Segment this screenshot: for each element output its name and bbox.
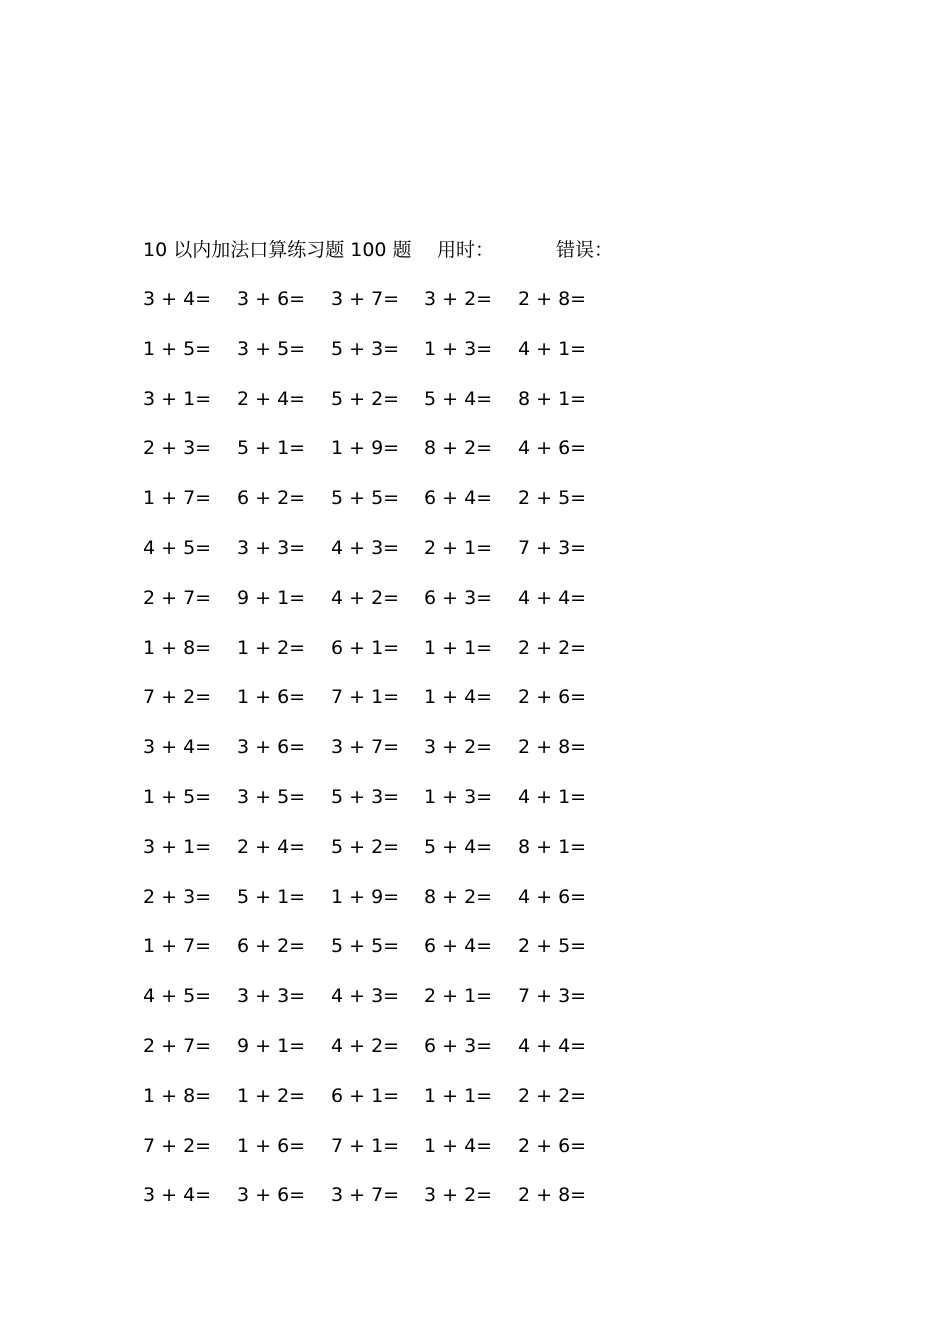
problem-item: 5 + 5= [331,487,400,510]
problem-item: 5 + 1= [237,885,306,908]
problem-item: 2 + 5= [518,935,587,958]
problem-item: 8 + 1= [518,387,587,410]
problem-item: 2 + 6= [518,686,587,709]
problem-item: 5 + 1= [237,437,306,460]
problem-item: 5 + 4= [424,387,493,410]
problem-row [143,1133,623,1183]
problem-row [143,435,623,485]
problem-item: 3 + 2= [424,288,493,310]
problem-item: 3 + 6= [237,288,306,310]
problem-grid [143,286,623,1232]
problem-item: 9 + 1= [237,1034,306,1057]
problem-item: 1 + 6= [237,1134,306,1157]
problem-item: 3 + 7= [331,288,400,310]
problem-item: 3 + 3= [237,985,306,1008]
error-count-label: 错误： [556,239,614,261]
problem-item: 2 + 4= [237,387,306,410]
problem-item: 3 + 7= [331,736,400,759]
problem-item: 5 + 3= [331,785,400,808]
problem-row [143,386,623,436]
problem-item: 9 + 1= [237,586,306,609]
problem-item: 5 + 3= [331,337,400,360]
problem-row [143,635,623,685]
problem-item: 7 + 3= [518,536,587,559]
problem-item: 6 + 3= [424,1034,493,1057]
problem-item: 6 + 4= [424,935,493,958]
problem-item: 4 + 2= [331,1034,400,1057]
problem-item: 2 + 1= [424,536,493,559]
problem-item: 2 + 7= [143,586,212,609]
problem-item: 1 + 1= [424,1084,493,1107]
problem-row [143,834,623,884]
problem-item: 6 + 1= [331,1084,400,1107]
problem-item: 4 + 1= [518,337,587,360]
problem-item: 1 + 3= [424,785,493,808]
problem-item: 6 + 2= [237,487,306,510]
problem-row [143,983,623,1033]
problem-item: 4 + 3= [331,985,400,1008]
problem-item: 5 + 4= [424,835,493,858]
problem-item: 2 + 8= [518,288,587,310]
problem-item: 3 + 3= [237,536,306,559]
problem-row [143,684,623,734]
problem-item: 4 + 5= [143,536,212,559]
problem-item: 1 + 6= [237,686,306,709]
problem-item: 5 + 2= [331,835,400,858]
problem-item: 3 + 5= [237,337,306,360]
problem-item: 7 + 1= [331,686,400,709]
problem-item: 1 + 2= [237,1084,306,1107]
problem-row [143,1182,623,1232]
problem-row [143,485,623,535]
problem-item: 3 + 1= [143,835,212,858]
worksheet-title: 10 以内加法口算练习题 100 题 [143,239,412,261]
problem-item: 3 + 4= [143,1184,212,1207]
problem-row [143,1083,623,1133]
problem-item: 2 + 8= [518,736,587,759]
problem-item: 4 + 3= [331,536,400,559]
problem-item: 3 + 5= [237,785,306,808]
problem-item: 2 + 3= [143,885,212,908]
time-used-label: 用时： [437,239,495,261]
problem-item: 6 + 1= [331,636,400,659]
problem-item: 3 + 4= [143,288,212,310]
problem-item: 6 + 3= [424,586,493,609]
problem-item: 3 + 7= [331,1184,400,1207]
problem-item: 3 + 4= [143,736,212,759]
problem-item: 2 + 2= [518,1084,587,1107]
problem-item: 2 + 3= [143,437,212,460]
problem-item: 5 + 2= [331,387,400,410]
problem-row [143,535,623,585]
problem-row [143,585,623,635]
problem-item: 1 + 5= [143,337,212,360]
problem-item: 3 + 2= [424,1184,493,1207]
problem-item: 1 + 9= [331,437,400,460]
problem-item: 8 + 2= [424,885,493,908]
problem-item: 1 + 8= [143,1084,212,1107]
problem-row [143,734,623,784]
problem-item: 8 + 1= [518,835,587,858]
problem-item: 1 + 7= [143,487,212,510]
problem-item: 2 + 2= [518,636,587,659]
problem-item: 2 + 5= [518,487,587,510]
problem-item: 7 + 3= [518,985,587,1008]
problem-item: 4 + 5= [143,985,212,1008]
problem-item: 8 + 2= [424,437,493,460]
problem-item: 1 + 3= [424,337,493,360]
problem-row [143,336,623,386]
problem-item: 1 + 1= [424,636,493,659]
problem-item: 3 + 6= [237,1184,306,1207]
problem-item: 4 + 4= [518,586,587,609]
problem-item: 1 + 4= [424,686,493,709]
problem-item: 4 + 6= [518,885,587,908]
problem-item: 2 + 1= [424,985,493,1008]
problem-item: 2 + 7= [143,1034,212,1057]
problem-item: 4 + 1= [518,785,587,808]
problem-row [143,784,623,834]
problem-item: 3 + 2= [424,736,493,759]
problem-row [143,884,623,934]
problem-row [143,1033,623,1083]
problem-item: 1 + 9= [331,885,400,908]
problem-item: 6 + 4= [424,487,493,510]
problem-item: 6 + 2= [237,935,306,958]
problem-item: 5 + 5= [331,935,400,958]
problem-row [143,286,623,336]
problem-item: 2 + 4= [237,835,306,858]
problem-item: 2 + 8= [518,1184,587,1207]
problem-item: 1 + 7= [143,935,212,958]
problem-item: 4 + 6= [518,437,587,460]
problem-item: 3 + 6= [237,736,306,759]
problem-row [143,933,623,983]
problem-item: 4 + 2= [331,586,400,609]
problem-item: 1 + 5= [143,785,212,808]
problem-item: 1 + 4= [424,1134,493,1157]
problem-item: 1 + 8= [143,636,212,659]
problem-item: 3 + 1= [143,387,212,410]
problem-item: 7 + 1= [331,1134,400,1157]
problem-item: 4 + 4= [518,1034,587,1057]
problem-item: 2 + 6= [518,1134,587,1157]
problem-item: 1 + 2= [237,636,306,659]
problem-item: 7 + 2= [143,1134,212,1157]
problem-item: 7 + 2= [143,686,212,709]
